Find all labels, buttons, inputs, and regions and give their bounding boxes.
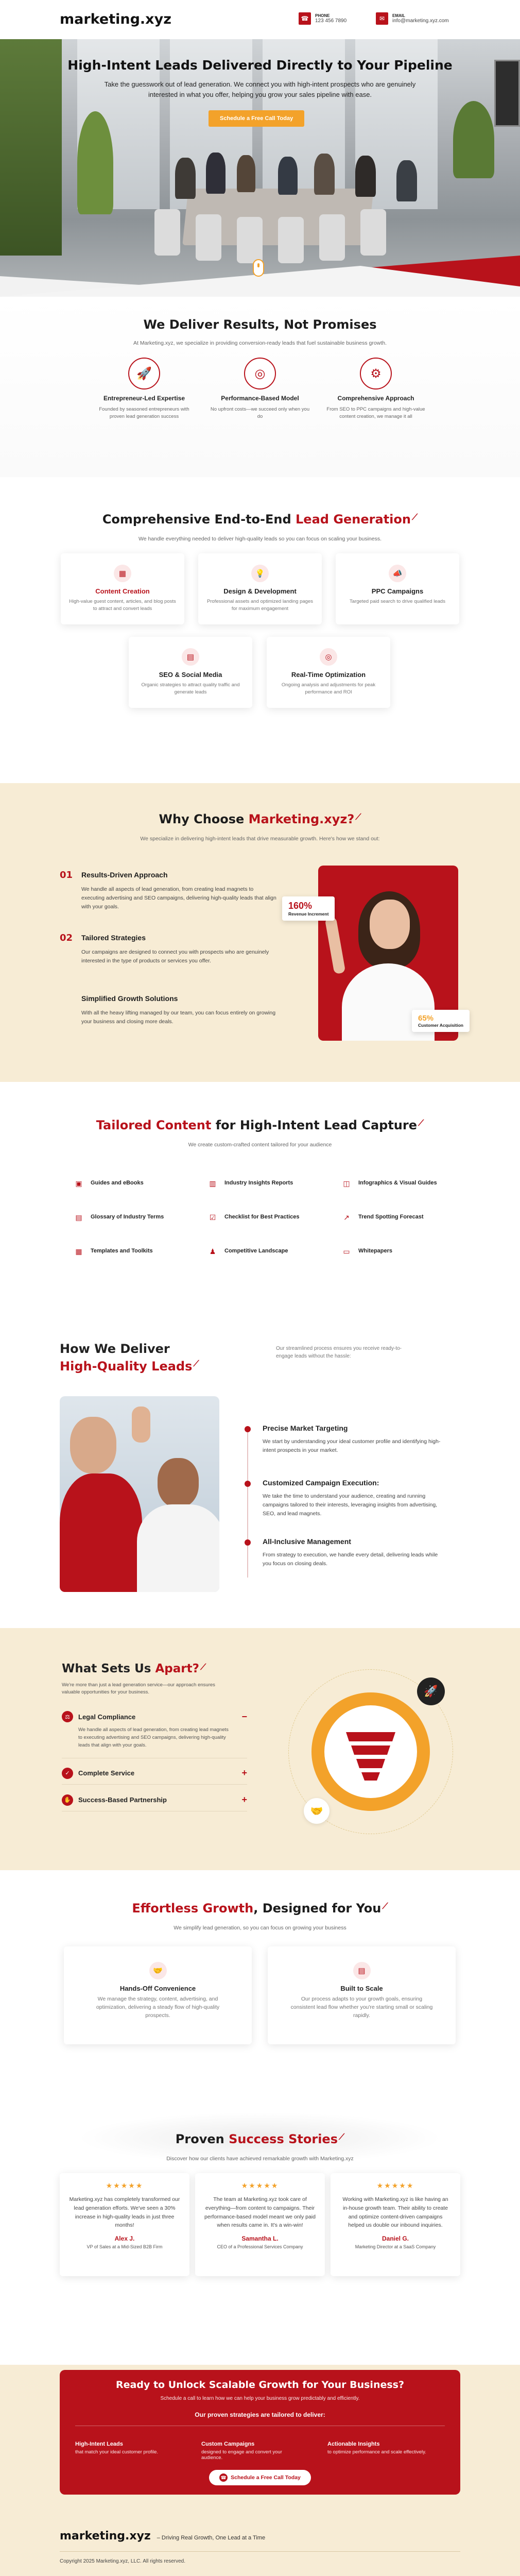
content-type-item[interactable]: ▤ Glossary of Industry Terms bbox=[72, 1204, 170, 1231]
testimonial-quote: Marketing.xyz has completely transformed our lead generation efforts. We've seen a 30% increase in high-quality leads in just three months! bbox=[69, 2196, 180, 2229]
service-title: Content Creation bbox=[95, 587, 150, 595]
how-title: How We Deliver High-Quality Leads ⟋ bbox=[60, 1342, 199, 1374]
chair bbox=[319, 214, 345, 261]
service-desc: Targeted paid search to drive qualified leads bbox=[350, 599, 445, 604]
mail-icon: ✉ bbox=[376, 12, 388, 25]
result-title: Comprehensive Approach bbox=[337, 395, 414, 402]
apart-title: What Sets Us Apart? ⟋ bbox=[62, 1662, 206, 1675]
person-shirt bbox=[60, 1473, 142, 1592]
rocket-icon: 🚀 bbox=[128, 358, 160, 389]
squiggle-icon: ⟋ bbox=[338, 2132, 345, 2142]
stories-subtitle: Discover how our clients have achieved remarkable growth with Marketing.xyz bbox=[166, 2156, 354, 2162]
glossary-icon: ▤ bbox=[75, 1213, 82, 1222]
chart-icon: ▤ bbox=[182, 648, 199, 666]
collapse-icon[interactable]: − bbox=[241, 1711, 247, 1722]
apart-subtitle: We're more than just a lead generation service—our approach ensures valuable opportunities for your business. bbox=[62, 1682, 215, 1696]
person bbox=[355, 156, 376, 197]
cta-button[interactable]: ☎ Schedule a Free Call Today bbox=[209, 2470, 311, 2485]
person bbox=[278, 157, 298, 195]
rating-stars: ★★★★★ bbox=[241, 2181, 279, 2190]
content-type-item[interactable]: ↗ Trend Spotting Forecast bbox=[340, 1204, 438, 1231]
why-item-desc: With all the heavy lifting managed by our team, you can focus entirely on growing your business and closing more deals. bbox=[81, 1010, 276, 1025]
content-type-item[interactable]: ▥ Industry Insights Reports bbox=[206, 1170, 304, 1197]
step-desc: From strategy to execution, we handle every detail, delivering leads while you focus on closing deals. bbox=[263, 1552, 438, 1567]
testimonial-quote: Working with Marketing.xyz is like having an in-house growth team. Their ability to create and optimize content-driven campaigns helped us double our inbound inquiries. bbox=[342, 2196, 448, 2229]
cta-benefit: High-Intent Leads that match your ideal customer profile. bbox=[75, 2441, 159, 2455]
scale-icon: ▤ bbox=[353, 1962, 371, 1979]
result-item bbox=[209, 358, 311, 420]
hero-description: Take the guesswork out of lead generation. We connect you with high-intent prospects who are genuinely interested in what you offer, helping you grow your sales pipeline with ease. bbox=[104, 80, 416, 98]
service-card[interactable] bbox=[198, 553, 322, 624]
timeline-dot bbox=[245, 1481, 251, 1487]
timeline-line bbox=[247, 1428, 248, 1578]
template-icon: ▦ bbox=[75, 1247, 82, 1256]
tailored-title: Tailored Content for High-Intent Lead Capture ⟋ bbox=[96, 1118, 424, 1132]
testimonial-name: Daniel G. bbox=[382, 2235, 409, 2243]
report-icon: ▥ bbox=[209, 1179, 216, 1188]
rating-stars: ★★★★★ bbox=[376, 2181, 414, 2190]
footer-divider bbox=[60, 2551, 460, 2552]
why-item-title: Results-Driven Approach bbox=[81, 871, 168, 879]
service-card[interactable] bbox=[336, 553, 459, 624]
testimonial-role: VP of Sales at a Mid-Sized B2B Firm bbox=[86, 2244, 163, 2250]
megaphone-icon: 📣 bbox=[389, 565, 406, 582]
rating-stars: ★★★★★ bbox=[106, 2181, 144, 2190]
squiggle-icon: ⟋ bbox=[193, 1358, 199, 1368]
content-type-item[interactable]: ♟ Competitive Landscape bbox=[206, 1238, 304, 1265]
result-desc: From SEO to PPC campaigns and high-value content creation, we manage it all bbox=[326, 406, 425, 419]
why-number: 02 bbox=[60, 933, 73, 943]
handshake-icon: ✋ bbox=[62, 1794, 73, 1806]
phone-value[interactable]: 123 456 7890 bbox=[315, 18, 347, 24]
chair bbox=[360, 209, 386, 256]
cta-desc: Schedule a call to learn how we can help your business grow predictably and efficiently. bbox=[160, 2396, 360, 2401]
gears-icon: ⚙ bbox=[360, 358, 392, 389]
testimonial-name: Alex J. bbox=[114, 2235, 135, 2243]
badge-label: Revenue Increment bbox=[288, 911, 329, 917]
squiggle-icon: ⟋ bbox=[418, 1118, 424, 1128]
cta-benefit: Custom Campaigns designed to engage and convert your audience. bbox=[201, 2441, 282, 2461]
person bbox=[206, 152, 226, 194]
expand-icon[interactable]: + bbox=[241, 1768, 247, 1778]
benefit-card bbox=[64, 1946, 252, 2044]
tailored-section bbox=[0, 1082, 520, 1314]
badge-value: 65% bbox=[418, 1014, 434, 1023]
service-title: Design & Development bbox=[223, 587, 297, 595]
why-subtitle: We specialize in delivering high-intent leads that drive measurable growth. Here's how we stand out: bbox=[140, 836, 380, 842]
header-email[interactable] bbox=[376, 12, 449, 25]
step-desc: We take the time to understand your audience, creating and running campaigns tailored to their interests, leveraging insights from advertising, SEO, and lead magnets. bbox=[263, 1493, 438, 1517]
service-title: PPC Campaigns bbox=[371, 587, 424, 595]
benefit-title: Hands-Off Convenience bbox=[119, 1985, 196, 1992]
timeline-dot bbox=[245, 1426, 251, 1432]
service-card[interactable] bbox=[61, 553, 184, 624]
timeline-dot bbox=[245, 1539, 251, 1546]
target-icon: ◎ bbox=[244, 358, 276, 389]
scale-icon: ⚖ bbox=[62, 1711, 73, 1722]
service-title: SEO & Social Media bbox=[159, 671, 222, 679]
results-title: We Deliver Results, Not Promises bbox=[143, 317, 377, 332]
cta-section bbox=[0, 2365, 520, 2514]
result-title: Performance-Based Model bbox=[221, 395, 299, 402]
book-icon: ▣ bbox=[75, 1179, 82, 1188]
rocket-icon: 🚀 bbox=[417, 1677, 445, 1705]
funnel-icon bbox=[324, 1705, 417, 1798]
hero-section bbox=[0, 39, 520, 297]
content-type-item[interactable]: ▣ Guides and eBooks bbox=[72, 1170, 170, 1197]
target-icon: ◎ bbox=[320, 648, 337, 666]
person-shirt bbox=[137, 1504, 219, 1592]
squiggle-icon: ⟋ bbox=[382, 1901, 388, 1911]
result-title: Entrepreneur-Led Expertise bbox=[103, 395, 185, 402]
site-header bbox=[0, 0, 520, 39]
cta-benefit: Actionable Insights to optimize performance and scale effectively. bbox=[327, 2441, 426, 2455]
result-desc: Founded by seasoned entrepreneurs with proven lead generation success bbox=[99, 406, 189, 419]
phone-label: PHONE bbox=[315, 13, 330, 18]
service-desc: Ongoing analysis and adjustments for peak performance and ROI bbox=[281, 682, 376, 696]
content-type-item[interactable]: ☑ Checklist for Best Practices bbox=[206, 1204, 304, 1231]
why-number: 01 bbox=[60, 870, 73, 880]
apart-section bbox=[0, 1628, 520, 1870]
person bbox=[175, 158, 196, 199]
plant bbox=[453, 101, 494, 178]
results-subtitle: At Marketing.xyz, we specialize in providing conversion-ready leads that fuel sustainable business growth. bbox=[133, 340, 387, 346]
effortless-subtitle: We simplify lead generation, so you can focus on growing your business bbox=[174, 1925, 346, 1931]
service-desc: Organic strategies to attract quality traffic and generate leads bbox=[141, 682, 240, 696]
person bbox=[396, 160, 417, 201]
plant bbox=[77, 111, 113, 214]
how-section bbox=[0, 1314, 520, 1633]
footer-brand bbox=[60, 2530, 265, 2543]
result-item bbox=[324, 358, 427, 420]
testimonial-card bbox=[60, 2173, 189, 2276]
funnel-circle bbox=[324, 1705, 417, 1798]
testimonial-card bbox=[331, 2173, 460, 2276]
service-card[interactable] bbox=[267, 637, 390, 708]
high-five-hands bbox=[132, 1406, 150, 1443]
testimonial-name: Samantha L. bbox=[241, 2235, 279, 2243]
why-item-title: Tailored Strategies bbox=[81, 934, 146, 942]
cta-proven: Our proven strategies are tailored to deliver: bbox=[195, 2411, 325, 2418]
accordion-legal-compliance[interactable]: ⚖ Legal Compliance − bbox=[62, 1705, 247, 1728]
handshake-icon: 🤝 bbox=[149, 1962, 167, 1979]
footer-copyright: Copyright 2025 Marketing.xyz, LLC. All rights reserved. bbox=[60, 2558, 185, 2564]
how-subtitle: Our streamlined process ensures you receive ready-to-engage leads without the hassle: bbox=[276, 1346, 402, 1359]
face bbox=[370, 900, 410, 949]
step-title: All-Inclusive Management bbox=[263, 1537, 351, 1546]
check-icon: ✓ bbox=[62, 1768, 73, 1779]
footer-tagline: – Driving Real Growth, One Lead at a Time bbox=[157, 2535, 266, 2541]
testimonial-card bbox=[195, 2173, 325, 2276]
services-subtitle: We handle everything needed to deliver high-quality leads so you can focus on scaling your business. bbox=[138, 536, 382, 542]
grid-icon: ▦ bbox=[114, 565, 131, 582]
hero-cta-button[interactable]: Schedule a Free Call Today bbox=[209, 110, 304, 127]
content-type-item[interactable]: ▭ Whitepapers bbox=[340, 1238, 438, 1265]
benefit-desc: We manage the strategy, content, advertising, and optimization, delivering a steady flow of high-quality prospects. bbox=[96, 1996, 220, 2019]
benefit-desc: Our process adapts to your growth goals, ensuring consistent lead flow whether you're starting small or scaling rapidly. bbox=[290, 1996, 433, 2019]
accordion-complete-service[interactable]: ✓ Complete Service + bbox=[62, 1762, 247, 1785]
squiggle-icon: ⟋ bbox=[200, 1662, 206, 1672]
content-type-item[interactable]: ◫ Infographics & Visual Guides bbox=[340, 1170, 438, 1197]
step-desc: We start by understanding your ideal customer profile and identifying high-intent prospects in your market. bbox=[263, 1438, 441, 1453]
service-desc: High-value guest content, articles, and blog posts to attract and convert leads bbox=[69, 599, 176, 612]
benefit-title: Built to Scale bbox=[340, 1985, 383, 1992]
result-item bbox=[93, 358, 196, 420]
how-photo bbox=[60, 1396, 219, 1592]
effortless-title: Effortless Growth, Designed for You ⟋ bbox=[132, 1901, 388, 1916]
why-item-desc: We handle all aspects of lead generation, from creating lead magnets to executing advertising and SEO campaigns, delivering high-quality leads that align with your goals. bbox=[81, 886, 276, 910]
tailored-subtitle: We create custom-crafted content tailored for your audience bbox=[188, 1142, 332, 1148]
landscape-icon: ♟ bbox=[209, 1247, 216, 1256]
header-phone[interactable] bbox=[299, 12, 346, 25]
results-section bbox=[0, 297, 520, 477]
chair bbox=[196, 214, 221, 261]
handshake-icon: 🤝 bbox=[304, 1798, 330, 1824]
service-card[interactable] bbox=[129, 637, 252, 708]
site-logo[interactable]: marketing.xyz bbox=[60, 11, 171, 27]
accordion-content: We handle all aspects of lead generation, from creating lead magnets to executing advertising and SEO campaigns, delivering high-quality leads that align with your goals. bbox=[78, 1727, 229, 1749]
checklist-icon: ☑ bbox=[209, 1213, 216, 1222]
revenue-badge bbox=[282, 896, 335, 921]
stories-title: Proven Success Stories ⟋ bbox=[175, 2132, 345, 2146]
content-type-item[interactable]: ▦ Templates and Toolkits bbox=[72, 1238, 170, 1265]
cta-title: Ready to Unlock Scalable Growth for Your Business? bbox=[116, 2379, 404, 2391]
step-title: Customized Campaign Execution: bbox=[263, 1479, 379, 1487]
chair bbox=[154, 209, 180, 256]
paper-icon: ▭ bbox=[343, 1247, 350, 1256]
why-section bbox=[0, 783, 520, 1082]
why-item-desc: Our campaigns are designed to connect you with prospects who are genuinely interested in the type of products or services you offer. bbox=[81, 949, 269, 964]
result-desc: No upfront costs—we succeed only when you do bbox=[210, 406, 310, 419]
phone-icon: ☎ bbox=[219, 2473, 228, 2482]
service-title: Real-Time Optimization bbox=[291, 671, 366, 679]
head bbox=[158, 1458, 199, 1507]
badge-label: Customer Acquisition bbox=[418, 1023, 463, 1028]
bulb-icon: 💡 bbox=[251, 565, 269, 582]
services-title: Comprehensive End-to-End Lead Generation ⟋ bbox=[102, 512, 418, 527]
why-item-title: Simplified Growth Solutions bbox=[81, 994, 178, 1003]
testimonial-role: Marketing Director at a SaaS Company bbox=[355, 2244, 436, 2250]
testimonial-role: CEO of a Professional Services Company bbox=[217, 2244, 303, 2250]
email-label: EMAIL bbox=[392, 13, 405, 18]
testimonial-quote: The team at Marketing.xyz took care of everything—from content to campaigns. Their performance-based model meant we only paid when results came in. It's a win-win! bbox=[204, 2196, 316, 2229]
squiggle-icon: ⟋ bbox=[355, 812, 361, 822]
hero-title: High-Intent Leads Delivered Directly to Your Pipeline bbox=[67, 58, 453, 73]
footer-logo[interactable]: marketing.xyz bbox=[60, 2530, 151, 2543]
head bbox=[70, 1417, 116, 1473]
accordion-success-partnership[interactable]: ✋ Success-Based Partnership + bbox=[62, 1789, 247, 1811]
expand-icon[interactable]: + bbox=[241, 1794, 247, 1805]
benefit-card bbox=[268, 1946, 456, 2044]
effortless-section bbox=[0, 1870, 520, 2097]
service-desc: Professional assets and optimized landing pages for maximum engagement bbox=[207, 599, 313, 612]
squiggle-icon: ⟋ bbox=[411, 512, 418, 522]
why-title: Why Choose Marketing.xyz? ⟋ bbox=[159, 812, 361, 826]
cta-box bbox=[60, 2370, 460, 2495]
step-title: Precise Market Targeting bbox=[263, 1424, 348, 1432]
person bbox=[237, 155, 255, 192]
scroll-down-indicator[interactable] bbox=[253, 259, 264, 277]
services-section bbox=[0, 495, 520, 783]
email-value[interactable]: info@marketing.xyz.com bbox=[392, 18, 449, 24]
trend-icon: ↗ bbox=[343, 1213, 350, 1222]
acquisition-badge bbox=[412, 1010, 470, 1032]
arm bbox=[325, 917, 346, 974]
site-footer bbox=[0, 2514, 520, 2576]
infographic-icon: ◫ bbox=[343, 1179, 350, 1188]
phone-icon: ☎ bbox=[299, 12, 311, 25]
person bbox=[314, 154, 335, 195]
stories-section bbox=[0, 2102, 520, 2365]
badge-value: 160% bbox=[288, 901, 313, 911]
